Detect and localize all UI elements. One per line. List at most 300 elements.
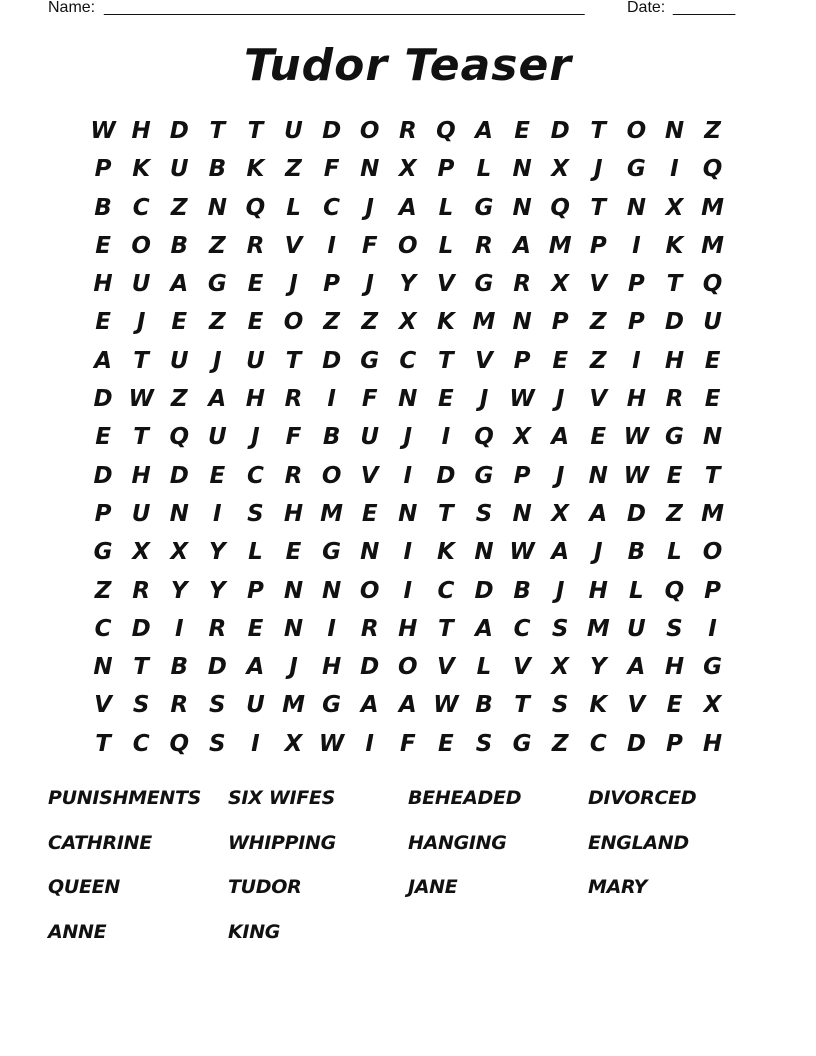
- grid-letter: B: [94, 194, 112, 221]
- grid-letter: O: [398, 232, 418, 259]
- grid-letter: N: [626, 194, 646, 221]
- grid-letter: D: [131, 615, 151, 642]
- grid-letter: V: [627, 692, 646, 719]
- grid-letter: R: [284, 386, 303, 413]
- grid-letter: Y: [399, 271, 417, 298]
- grid-letter: R: [284, 462, 303, 489]
- grid-letter: J: [555, 577, 565, 604]
- grid-letter: P: [323, 271, 341, 298]
- grid-letter: P: [437, 156, 455, 183]
- grid-letter: D: [93, 386, 113, 413]
- grid-letter: R: [398, 118, 417, 144]
- grid-letter: S: [475, 500, 493, 527]
- grid-letter: J: [136, 309, 146, 336]
- grid-letter: G: [474, 271, 494, 298]
- grid-letter: L: [629, 577, 644, 604]
- grid-letter: A: [475, 615, 493, 642]
- grid-letter: C: [589, 730, 607, 757]
- grid-letter: J: [213, 347, 222, 374]
- grid-letter: N: [512, 309, 532, 336]
- grid-letter: Z: [704, 118, 721, 144]
- grid-letter: N: [283, 577, 304, 604]
- grid-letter: P: [704, 577, 721, 604]
- grid-letter: A: [475, 118, 493, 144]
- grid-letter: I: [403, 462, 413, 489]
- grid-letter: N: [664, 118, 685, 144]
- grid-letter: E: [438, 730, 454, 757]
- grid-letter: A: [246, 654, 265, 681]
- grid-letter: D: [169, 118, 189, 144]
- grid-letter: C: [513, 615, 531, 642]
- grid-letter: J: [365, 271, 374, 298]
- grid-letter: O: [359, 577, 380, 604]
- grid-letter: M: [586, 615, 610, 642]
- grid-letter: T: [438, 347, 454, 374]
- grid-letter: V: [475, 347, 493, 374]
- word-bank-item: SIX WIFES: [228, 787, 335, 809]
- grid-letter: H: [283, 500, 304, 527]
- grid-letter: O: [131, 232, 151, 259]
- grid-letter: R: [132, 577, 150, 604]
- grid-letter: C: [132, 194, 150, 221]
- grid-letter: N: [474, 539, 494, 566]
- grid-letter: U: [703, 309, 722, 336]
- grid-letter: I: [403, 539, 413, 566]
- word-bank-item: JANE: [408, 876, 458, 899]
- grid-letter: I: [708, 615, 717, 642]
- grid-letter: N: [321, 577, 342, 604]
- grid-letter: I: [327, 386, 336, 413]
- grid-letter: I: [632, 232, 641, 259]
- grid-letter: Z: [208, 309, 226, 336]
- grid-letter: J: [555, 462, 565, 489]
- grid-letter: L: [438, 232, 454, 259]
- grid-letter: E: [361, 500, 378, 527]
- grid-letter: N: [93, 654, 113, 681]
- grid-letter: X: [132, 539, 150, 566]
- grid-letter: T: [133, 424, 149, 451]
- grid-letter: S: [551, 615, 569, 642]
- grid-letter: K: [436, 309, 455, 336]
- grid-letter: G: [322, 692, 342, 719]
- grid-letter: A: [360, 692, 379, 719]
- grid-letter: B: [170, 232, 188, 259]
- grid-letter: N: [169, 500, 189, 527]
- grid-letter: F: [285, 424, 302, 451]
- grid-letter: X: [513, 424, 531, 451]
- grid-letter: Q: [474, 424, 494, 451]
- grid-letter: M: [701, 194, 724, 221]
- grid-letter: I: [251, 730, 260, 757]
- grid-letter: O: [321, 462, 342, 489]
- grid-letter: I: [327, 232, 336, 259]
- grid-letter: M: [548, 232, 572, 259]
- grid-letter: E: [247, 309, 264, 336]
- grid-letter: W: [623, 462, 650, 489]
- grid-letter: B: [513, 577, 531, 604]
- grid-letter: A: [551, 539, 570, 566]
- grid-letter: M: [282, 692, 305, 719]
- grid-letter: X: [551, 654, 570, 681]
- grid-letter: T: [438, 615, 454, 642]
- grid-letter: K: [665, 232, 684, 259]
- grid-letter: R: [170, 692, 189, 719]
- grid-letter: A: [551, 424, 570, 451]
- grid-letter: A: [627, 654, 646, 681]
- grid-letter: J: [289, 654, 298, 681]
- grid-letter: T: [285, 347, 302, 374]
- grid-letter: E: [704, 386, 721, 413]
- grid-letter: C: [437, 577, 455, 604]
- grid-letter: W: [318, 730, 345, 757]
- grid-letter: J: [289, 271, 298, 298]
- grid-letter: N: [360, 156, 380, 183]
- grid-letter: P: [513, 347, 531, 374]
- grid-letter: K: [132, 156, 151, 183]
- grid-letter: T: [590, 194, 607, 221]
- grid-letter: X: [551, 500, 570, 527]
- grid-letter: N: [398, 500, 418, 527]
- grid-letter: U: [284, 118, 303, 144]
- grid-letter: G: [360, 347, 380, 374]
- grid-letter: G: [207, 271, 227, 298]
- page-title: Tudor Teaser: [243, 40, 572, 91]
- grid-letter: A: [513, 232, 531, 259]
- grid-letter: K: [436, 539, 455, 566]
- word-bank-item: DIVORCED: [588, 787, 697, 809]
- grid-letter: V: [360, 462, 379, 489]
- grid-letter: X: [398, 156, 417, 183]
- grid-letter: Z: [285, 156, 302, 183]
- grid-letter: Z: [666, 500, 683, 527]
- grid-letter: D: [626, 730, 646, 757]
- grid-letter: U: [131, 500, 151, 527]
- grid-letter: J: [365, 194, 374, 221]
- grid-letter: O: [283, 309, 304, 336]
- grid-letter: P: [246, 577, 264, 604]
- grid-letter: J: [251, 424, 260, 451]
- word-bank-item: QUEEN: [48, 876, 120, 899]
- grid-letter: T: [438, 500, 454, 527]
- grid-letter: U: [246, 692, 265, 719]
- grid-letter: J: [593, 156, 603, 183]
- grid-letter: J: [593, 539, 603, 566]
- grid-letter: T: [95, 730, 111, 757]
- grid-letter: B: [170, 654, 188, 681]
- grid-letter: Q: [245, 194, 266, 221]
- grid-letter: H: [702, 730, 723, 757]
- grid-letter: S: [132, 692, 150, 719]
- grid-letter: Y: [170, 577, 188, 604]
- grid-letter: B: [475, 692, 493, 719]
- grid-letter: E: [514, 118, 530, 144]
- grid-letter: D: [360, 654, 380, 681]
- grid-letter: I: [213, 500, 222, 527]
- date-label: Date:: [627, 0, 666, 16]
- grid-letter: Z: [361, 309, 379, 336]
- grid-letter: Q: [436, 118, 456, 144]
- grid-letter: U: [169, 156, 189, 183]
- grid-letter: E: [666, 692, 683, 719]
- grid-letter: O: [702, 539, 723, 566]
- word-bank-item: ENGLAND: [588, 831, 689, 854]
- header: [48, 0, 748, 19]
- grid-letter: Z: [323, 309, 340, 336]
- grid-letter: N: [512, 194, 532, 221]
- grid-letter: Q: [169, 730, 190, 757]
- grid-letter: V: [436, 271, 455, 298]
- grid-letter: Y: [209, 577, 226, 604]
- grid-letter: G: [626, 156, 646, 183]
- grid-letter: X: [703, 692, 722, 719]
- grid-letter: H: [664, 347, 685, 374]
- grid-letter: D: [93, 462, 113, 489]
- grid-letter: D: [436, 462, 456, 489]
- grid-letter: F: [399, 730, 416, 757]
- grid-letter: V: [436, 654, 455, 681]
- grid-letter: O: [359, 118, 380, 144]
- grid-letter: P: [666, 730, 683, 757]
- grid-letter: L: [438, 194, 454, 221]
- name-label: Name:: [48, 0, 96, 16]
- grid-letter: E: [247, 271, 264, 298]
- grid-letter: B: [208, 156, 227, 183]
- grid-letter: C: [246, 462, 264, 489]
- word-bank-item: MARY: [588, 876, 648, 899]
- grid-letter: V: [589, 386, 608, 413]
- grid-letter: W: [433, 692, 459, 719]
- grid-letter: A: [398, 194, 417, 221]
- grid-letter: L: [667, 539, 682, 566]
- grid-letter: T: [133, 347, 149, 374]
- grid-letter: O: [626, 118, 647, 144]
- grid-letter: X: [665, 194, 684, 221]
- grid-letter: W: [509, 386, 535, 413]
- grid-letter: A: [589, 500, 608, 527]
- grid-letter: Q: [664, 577, 685, 604]
- grid-letter: D: [550, 118, 570, 144]
- grid-letter: G: [512, 730, 532, 757]
- grid-letter: T: [133, 654, 149, 681]
- grid-letter: F: [361, 232, 378, 259]
- grid-letter: F: [323, 156, 340, 183]
- grid-letter: G: [665, 424, 684, 451]
- grid-letter: R: [513, 271, 531, 298]
- grid-letter: L: [476, 156, 492, 183]
- grid-letter: C: [323, 194, 341, 221]
- grid-letter: J: [479, 386, 489, 413]
- word-bank-item: WHIPPING: [228, 831, 336, 854]
- date-field-line: _______: [673, 0, 736, 16]
- grid-letter: N: [207, 194, 227, 221]
- grid-letter: M: [472, 309, 496, 336]
- grid-letter: E: [552, 347, 569, 374]
- grid-letter: R: [246, 232, 265, 259]
- grid-letter: T: [704, 462, 721, 489]
- word-bank-item: TUDOR: [228, 876, 302, 899]
- grid-letter: V: [284, 232, 303, 259]
- grid-letter: P: [94, 500, 112, 527]
- grid-letter: W: [128, 386, 154, 413]
- grid-letter: E: [95, 424, 111, 451]
- grid-letter: K: [589, 692, 608, 719]
- grid-letter: I: [365, 730, 374, 757]
- grid-letter: I: [670, 156, 679, 183]
- grid-letter: I: [327, 615, 336, 642]
- grid-letter: D: [322, 347, 342, 374]
- grid-letter: E: [704, 347, 721, 374]
- grid-letter: U: [169, 347, 189, 374]
- grid-letter: B: [627, 539, 646, 566]
- grid-letter: I: [174, 615, 184, 642]
- grid-letter: H: [398, 615, 418, 642]
- grid-letter: Q: [702, 156, 723, 183]
- grid-letter: N: [512, 500, 532, 527]
- grid-letter: T: [209, 118, 226, 144]
- grid-letter: Y: [589, 654, 607, 681]
- grid-letter: U: [207, 424, 227, 451]
- grid-letter: G: [703, 654, 722, 681]
- grid-letter: L: [286, 194, 301, 221]
- grid-letter: K: [246, 156, 265, 183]
- word-bank-item: CATHRINE: [48, 831, 152, 854]
- grid-letter: S: [209, 692, 226, 719]
- grid-letter: M: [701, 232, 724, 259]
- grid-letter: C: [94, 615, 112, 642]
- grid-letter: E: [95, 309, 111, 336]
- grid-letter: T: [514, 692, 530, 719]
- grid-letter: S: [475, 730, 493, 757]
- grid-letter: G: [474, 462, 494, 489]
- grid-letter: H: [588, 577, 608, 604]
- grid-letter: Z: [170, 386, 188, 413]
- grid-letter: S: [247, 500, 264, 527]
- grid-letter: X: [284, 730, 303, 757]
- grid-letter: E: [171, 309, 188, 336]
- grid-letter: B: [322, 424, 341, 451]
- grid-letter: E: [438, 386, 454, 413]
- grid-letter: U: [131, 271, 151, 298]
- grid-letter: E: [209, 462, 226, 489]
- grid-letter: D: [474, 577, 494, 604]
- grid-letter: P: [627, 309, 645, 336]
- grid-letter: G: [93, 539, 113, 566]
- name-field-line: ______________________________________________________: [104, 0, 585, 16]
- grid-letter: D: [626, 500, 646, 527]
- grid-letter: D: [664, 309, 684, 336]
- grid-letter: L: [476, 654, 492, 681]
- word-bank: [48, 782, 768, 960]
- grid-letter: Q: [702, 271, 723, 298]
- grid-letter: E: [247, 615, 264, 642]
- grid-letter: H: [664, 654, 685, 681]
- word-bank-item: PUNISHMENTS: [48, 787, 202, 809]
- grid-letter: Q: [169, 424, 190, 451]
- grid-letter: A: [208, 386, 227, 413]
- grid-letter: N: [512, 156, 532, 183]
- grid-letter: W: [90, 118, 116, 144]
- grid-letter: A: [94, 347, 112, 374]
- grid-letter: R: [665, 386, 684, 413]
- grid-letter: S: [209, 730, 226, 757]
- grid-letter: J: [555, 386, 565, 413]
- grid-letter: C: [399, 347, 417, 374]
- grid-letter: U: [360, 424, 380, 451]
- grid-letter: L: [248, 539, 263, 566]
- word-search-grid: [84, 112, 732, 763]
- grid-letter: H: [131, 462, 151, 489]
- grid-letter: G: [474, 194, 494, 221]
- grid-letter: H: [321, 654, 342, 681]
- grid-letter: H: [131, 118, 151, 144]
- grid-letter: M: [701, 500, 724, 527]
- grid-letter: M: [320, 500, 344, 527]
- grid-letter: C: [132, 730, 150, 757]
- grid-letter: E: [95, 232, 111, 259]
- grid-letter: A: [398, 692, 417, 719]
- grid-letter: P: [94, 156, 112, 183]
- grid-letter: O: [398, 654, 418, 681]
- grid-letter: D: [207, 654, 227, 681]
- grid-letter: X: [170, 539, 189, 566]
- grid-letter: E: [285, 539, 302, 566]
- grid-letter: Z: [589, 347, 607, 374]
- grid-letter: N: [360, 539, 380, 566]
- grid-letter: R: [208, 615, 227, 642]
- grid-letter: D: [169, 462, 189, 489]
- grid-letter: W: [509, 539, 535, 566]
- grid-letter: Q: [550, 194, 570, 221]
- grid-letter: T: [247, 118, 264, 144]
- grid-letter: R: [360, 615, 379, 642]
- grid-letter: N: [588, 462, 608, 489]
- grid-letter: H: [626, 386, 646, 413]
- grid-letter: T: [666, 271, 683, 298]
- grid-letter: Z: [589, 309, 607, 336]
- grid-letter: Z: [208, 232, 226, 259]
- grid-letter: E: [666, 462, 683, 489]
- grid-letter: P: [627, 271, 645, 298]
- grid-letter: I: [441, 424, 451, 451]
- grid-letter: V: [94, 692, 112, 719]
- grid-letter: I: [632, 347, 641, 374]
- grid-letter: S: [666, 615, 683, 642]
- grid-letter: N: [283, 615, 304, 642]
- word-bank-item: HANGING: [408, 831, 507, 854]
- grid-letter: T: [590, 118, 607, 144]
- word-bank-item: BEHEADED: [408, 787, 522, 809]
- grid-letter: G: [322, 539, 342, 566]
- grid-letter: H: [93, 271, 113, 298]
- grid-letter: X: [551, 156, 570, 183]
- grid-letter: D: [322, 118, 342, 144]
- grid-letter: V: [513, 654, 531, 681]
- word-bank-item: ANNE: [48, 920, 107, 943]
- grid-letter: F: [361, 386, 378, 413]
- grid-letter: U: [627, 615, 646, 642]
- grid-letter: V: [589, 271, 608, 298]
- grid-letter: W: [623, 424, 650, 451]
- grid-letter: Z: [170, 194, 188, 221]
- grid-letter: N: [702, 424, 723, 451]
- grid-letter: S: [551, 692, 569, 719]
- word-bank-item: KING: [228, 920, 281, 943]
- grid-letter: R: [475, 232, 493, 259]
- grid-letter: P: [551, 309, 569, 336]
- grid-letter: X: [398, 309, 417, 336]
- grid-letter: Z: [551, 730, 569, 757]
- grid-letter: Y: [209, 539, 226, 566]
